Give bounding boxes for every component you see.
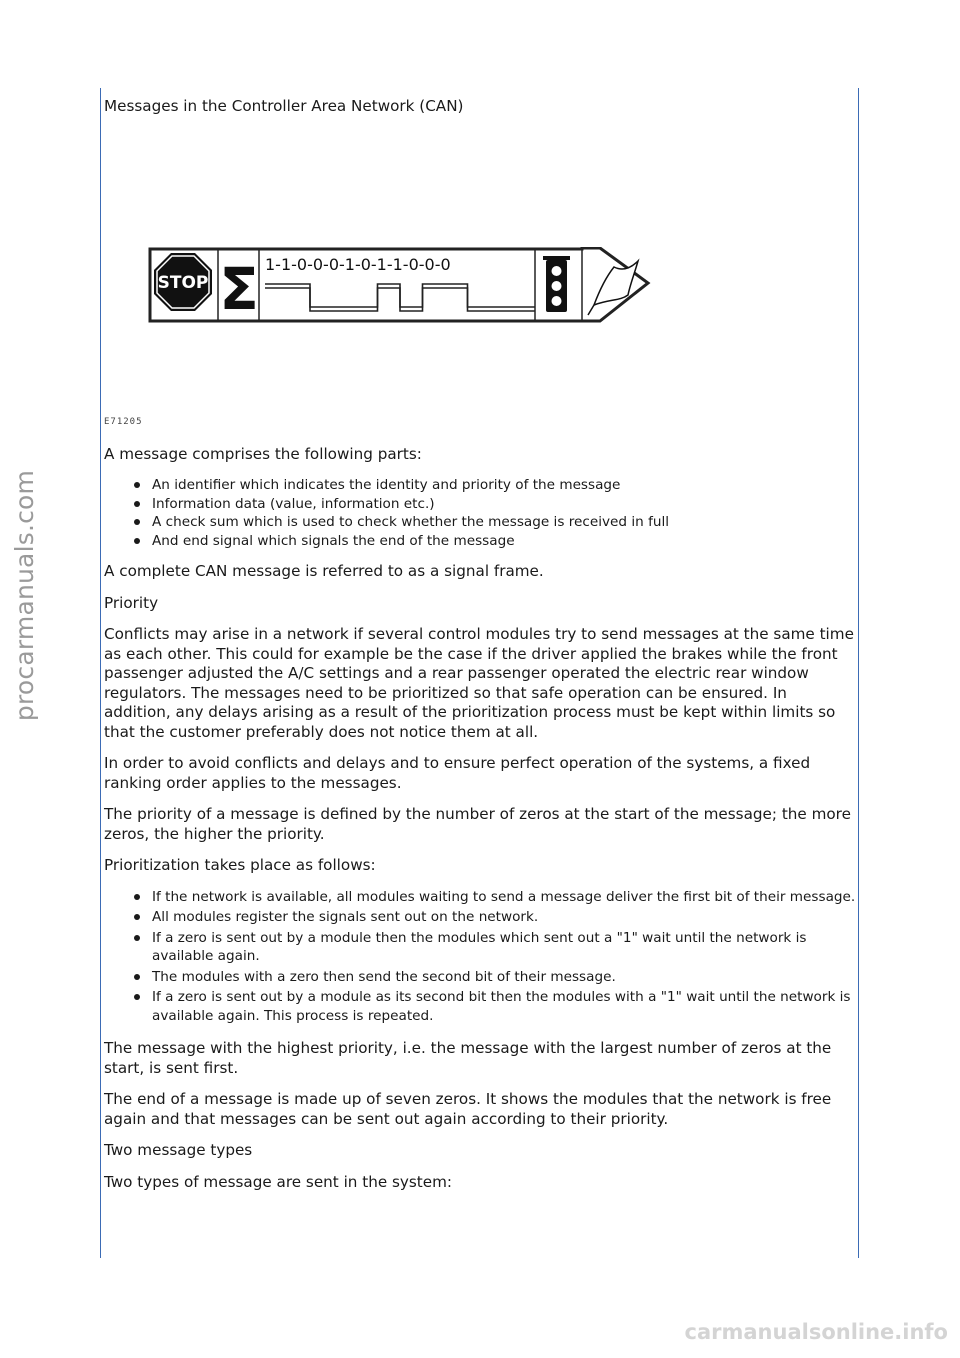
signal-frame-text: A complete CAN message is referred to as a signal frame. <box>104 562 544 580</box>
priority-heading: Priority <box>104 593 159 612</box>
right-margin-rule <box>858 88 859 1258</box>
message-types-intro: Two types of message are sent in the system: <box>104 1172 453 1191</box>
side-watermark: procarmanuals.com <box>10 469 40 721</box>
list-item: If the network is available, all modules waiting to send a message deliver the first bit of their message. <box>104 888 856 907</box>
zeros-paragraph: The priority of a message is defined by the number of zeros at the start of the message; the more zeros, the higher the priority. <box>104 805 851 843</box>
list-item: An identifier which indicates the identity and priority of the message <box>104 476 856 495</box>
list-item: All modules register the signals sent out on the network. <box>104 908 856 927</box>
traffic-light-icon <box>543 256 570 312</box>
document-body <box>104 97 856 1204</box>
stop-sign-icon <box>154 253 212 311</box>
bottom-watermark: carmanualsonline.info <box>684 1320 948 1344</box>
prioritization-intro: Prioritization takes place as follows: <box>104 856 376 874</box>
section-title: Messages in the Controller Area Network (CAN) <box>104 97 464 115</box>
message-parts-intro: A message comprises the following parts: <box>104 444 422 463</box>
sigma-icon: Σ <box>219 254 259 323</box>
list-item: If a zero is sent out by a module as its second bit then the modules with a "1" wait until the network is available again. This process is repeated. <box>104 988 856 1025</box>
bit-sequence: 1-1-0-0-0-1-0-1-1-0-0-0 <box>265 254 451 274</box>
conflicts-paragraph: Conflicts may arise in a network if several control modules try to send messages at the same time as each other. This could for example be the case if the driver applied the brakes while the front passenger adjusted the A/C settings and a rear passenger operated the electric rear window regulators. The messages need to be prioritized so that safe operation can be ensured. In addition, any delays arising as a result of the prioritization process must be kept within limits so that the customer preferably does not notice them at all. <box>104 625 854 741</box>
message-parts-list <box>104 476 856 550</box>
can-frame-diagram <box>148 247 696 325</box>
end-of-message-paragraph: The end of a message is made up of seven zeros. It shows the modules that the network is free again and that messages can be sent out again according to their priority. <box>104 1090 832 1128</box>
can-message-figure <box>104 117 856 427</box>
ranking-paragraph: In order to avoid conflicts and delays and to ensure perfect operation of the systems, a fixed ranking order applies to the messages. <box>104 754 811 792</box>
highest-priority-paragraph: The message with the highest priority, i.e. the message with the largest number of zeros at the start, is sent first. <box>104 1039 832 1077</box>
list-item: The modules with a zero then send the second bit of their message. <box>104 968 856 987</box>
list-item: And end signal which signals the end of the message <box>104 532 856 551</box>
message-types-heading: Two message types <box>104 1141 253 1159</box>
prioritization-steps-list <box>104 888 856 1026</box>
list-item: If a zero is sent out by a module then the modules which sent out a "1" wait until the network is available again. <box>104 929 856 966</box>
list-item: Information data (value, information etc.) <box>104 495 856 514</box>
figure-label: E71205 <box>104 416 143 427</box>
stop-sign-text: STOP <box>157 272 209 293</box>
left-margin-rule <box>100 88 101 1258</box>
list-item: A check sum which is used to check whether the message is received in full <box>104 513 856 532</box>
